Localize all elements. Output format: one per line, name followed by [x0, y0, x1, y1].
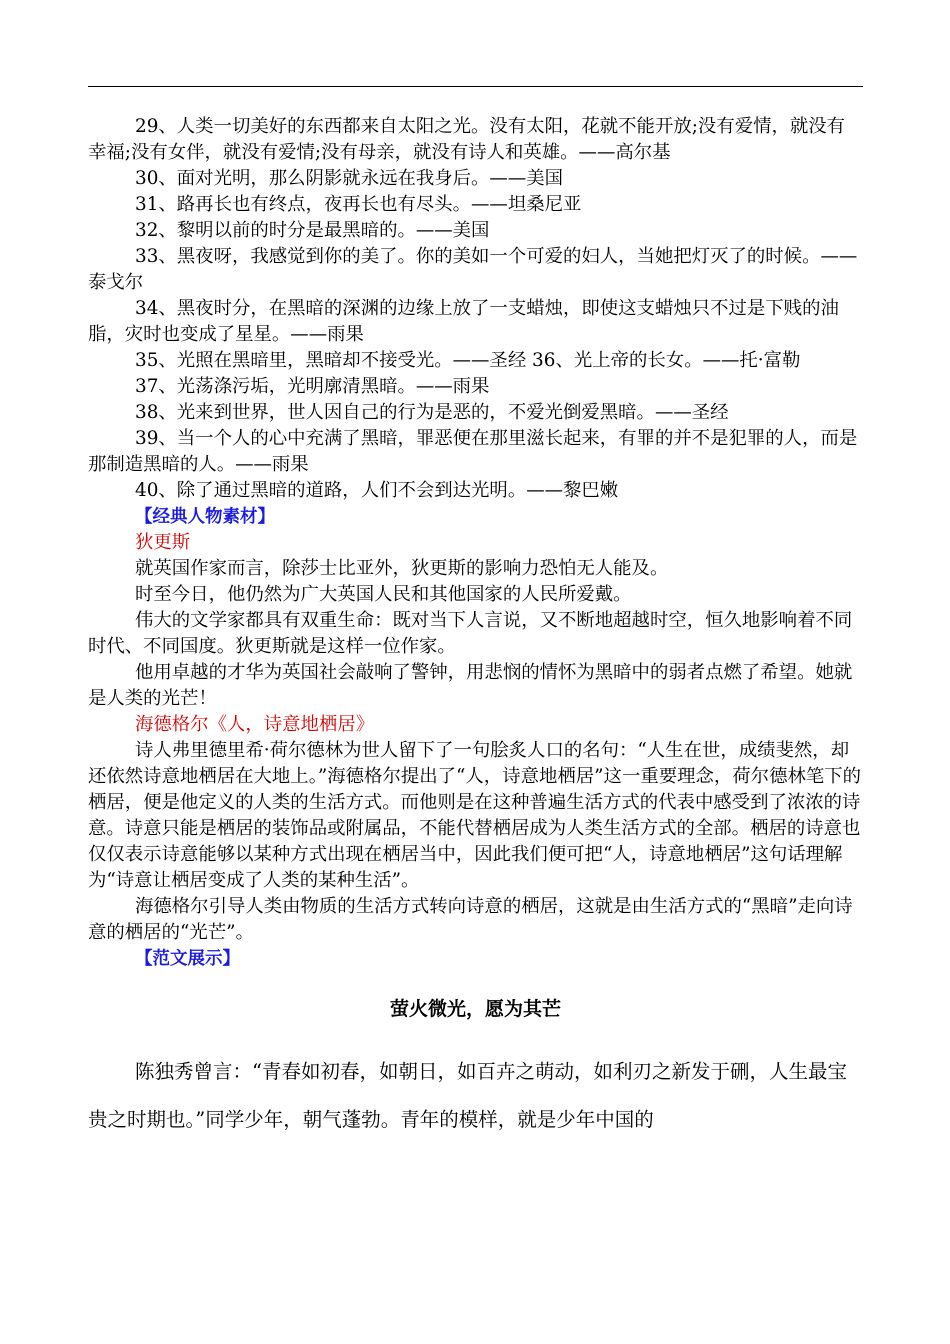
quote-32: 32、黎明以前的时分是最黑暗的。——美国: [135, 220, 490, 241]
dickens-paragraph-4: 他用卓越的才华为英国社会敲响了警钟，用悲悯的情怀为黑暗中的弱者点燃了希望。她就是人类的光芒！: [88, 662, 853, 709]
quote-40: 40、除了通过黑暗的道路，人们不会到达光明。——黎巴嫩: [135, 480, 619, 501]
document-body: [88, 114, 863, 1144]
essay-title: 萤火微光，愿为其芒: [389, 998, 561, 1020]
dickens-paragraph-1: 就英国作家而言，除莎士比亚外，狄更斯的影响力恐怕无人能及。: [135, 558, 669, 579]
dickens-paragraph-2: 时至今日，他仍然为广大英国人民和其他国家的人民所爱戴。: [135, 584, 632, 605]
quote-34: 34、黑夜时分，在黑暗的深渊的边缘上放了一支蜡烛，即使这支蜡烛只不过是下贱的油脂，灾时也变成了星星。——雨果: [88, 298, 839, 345]
heidegger-paragraph-2: 海德格尔引导人类由物质的生活方式转向诗意的栖居，这就是由生活方式的“黑暗”走向诗意的栖居的“光芒”。: [88, 896, 853, 943]
section-heading-essay: 【范文展示】: [135, 949, 240, 969]
subheading-heidegger: 海德格尔《人，诗意地栖居》: [135, 714, 375, 735]
header-rule: [88, 86, 863, 87]
quote-35-36: 35、光照在黑暗里，黑暗却不接受光。——圣经 36、光上帝的长女。——托·富勒: [135, 350, 801, 371]
dickens-paragraph-3: 伟大的文学家都具有双重生命：既对当下人言说，又不断地超越时空，恒久地影响着不同时代、不同国度。狄更斯就是这样一位作家。: [88, 610, 853, 657]
quote-29: 29、人类一切美好的东西都来自太阳之光。没有太阳，花就不能开放;没有爱情，就没有幸福;没有女伴，就没有爱情;没有母亲，就没有诗人和英雄。——高尔基: [88, 116, 846, 163]
quote-37: 37、光荡涤污垢，光明廓清黑暗。——雨果: [135, 376, 490, 397]
section-heading-characters: 【经典人物素材】: [135, 507, 275, 527]
quote-30: 30、面对光明，那么阴影就永远在我身后。——美国: [135, 168, 563, 189]
quote-39: 39、当一个人的心中充满了黑暗，罪恶便在那里滋长起来，有罪的并不是犯罪的人，而是那制造黑暗的人。——雨果: [88, 428, 858, 475]
quote-38: 38、光来到世界，世人因自己的行为是恶的，不爱光倒爱黑暗。——圣经: [135, 402, 729, 423]
heidegger-paragraph-1: 诗人弗里德里希·荷尔德林为世人留下了一句脍炙人口的名句：“人生在世，成绩斐然，却还依然诗意地栖居在大地上。”海德格尔提出了“人，诗意地栖居”这一重要理念，荷尔德林笔下的栖居，便是他定义的人类的生活方式。而他则是在这种普遍生活方式的代表中感受到了浓浓的诗意。诗意只能是栖居的装饰品或附属品，不能代替栖居成为人类生活方式的全部。栖居的诗意也仅仅表示诗意能够以某种方式出现在栖居当中，因此我们便可把“人，诗意地栖居”这句话理解为“诗意让栖居变成了人类的某种生活”。: [88, 740, 862, 891]
quote-33: 33、黑夜呀，我感觉到你的美了。你的美如一个可爱的妇人，当她把灯灭了的时候。——泰戈尔: [88, 246, 858, 293]
essay-paragraph-1: 陈独秀曾言：“青春如初春，如朝日，如百卉之萌动，如利刃之新发于硎，人生最宝贵之时期也。”同学少年，朝气蓬勃。青年的模样，就是少年中国的: [88, 1060, 847, 1131]
quote-31: 31、路再长也有终点，夜再长也有尽头。——坦桑尼亚: [135, 194, 582, 215]
subheading-dickens: 狄更斯: [135, 532, 191, 553]
